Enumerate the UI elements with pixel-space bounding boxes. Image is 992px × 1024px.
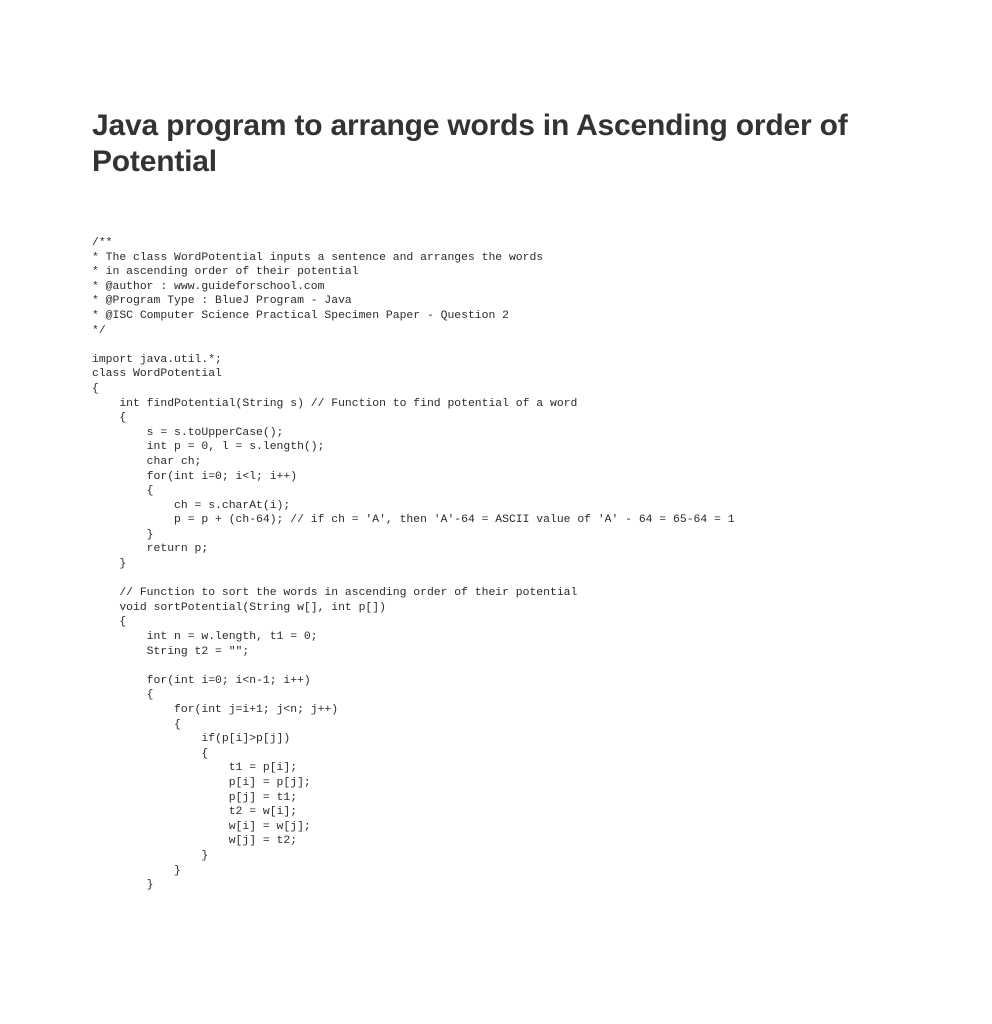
code-block [92, 236, 992, 893]
code-line: int p = 0, l = s.length(); [92, 441, 325, 454]
code-line: int findPotential(String s) // Function to find potential of a word [92, 397, 578, 410]
code-line: { [92, 412, 127, 425]
code-line: /** [92, 237, 113, 249]
code-line: { [92, 747, 209, 760]
code-line: int n = w.length, t1 = 0; [92, 631, 318, 644]
code-line: for(int i=0; i<l; i++) [92, 470, 298, 483]
page-title [92, 108, 992, 180]
code-line: * in ascending order of their potential [92, 266, 359, 279]
code-line: String t2 = ""; [92, 645, 250, 658]
code-line: { [92, 485, 154, 498]
code-line: if(p[i]>p[j]) [92, 733, 291, 746]
code-line [92, 659, 992, 674]
code-line: t1 = p[i]; [92, 762, 298, 775]
title-line-1: Java program to arrange words in Ascending order of [92, 109, 848, 142]
code-line [92, 572, 992, 587]
code-line: * The class WordPotential inputs a sentence and arranges the words [92, 251, 544, 264]
code-line: { [92, 382, 99, 395]
code-line: * @author : www.guideforschool.com [92, 280, 325, 293]
code-line: } [92, 558, 127, 571]
code-line: { [92, 616, 127, 629]
code-line: p[j] = t1; [92, 791, 298, 804]
code-line: } [92, 879, 154, 892]
code-line: class WordPotential [92, 368, 222, 381]
code-line: w[i] = w[j]; [92, 820, 311, 833]
code-line: } [92, 528, 154, 541]
code-line: import java.util.*; [92, 353, 222, 366]
code-line: ch = s.charAt(i); [92, 499, 291, 512]
code-line: w[j] = t2; [92, 835, 298, 848]
code-line: * @Program Type : BlueJ Program - Java [92, 295, 352, 308]
code-line [92, 338, 992, 353]
code-line: } [92, 864, 181, 877]
code-line: } [92, 849, 209, 862]
code-line: t2 = w[i]; [92, 806, 298, 819]
code-line: p[i] = p[j]; [92, 776, 311, 789]
code-line: // Function to sort the words in ascending order of their potential [92, 587, 578, 600]
code-line: p = p + (ch-64); // if ch = 'A', then 'A'-64 = ASCII value of 'A' - 64 = 65-64 = 1 [92, 514, 735, 527]
code-line: for(int i=0; i<n-1; i++) [92, 674, 311, 687]
code-line: for(int j=i+1; j<n; j++) [92, 704, 339, 716]
code-line: s = s.toUpperCase(); [92, 426, 284, 439]
code-line: return p; [92, 543, 209, 556]
code-line: { [92, 689, 154, 702]
code-line: char ch; [92, 455, 202, 468]
code-line: * @ISC Computer Science Practical Specimen Paper - Question 2 [92, 309, 509, 322]
code-line: { [92, 718, 181, 731]
title-line-2: Potential [92, 145, 217, 178]
code-line: void sortPotential(String w[], int p[]) [92, 601, 386, 614]
code-line: */ [92, 324, 106, 337]
